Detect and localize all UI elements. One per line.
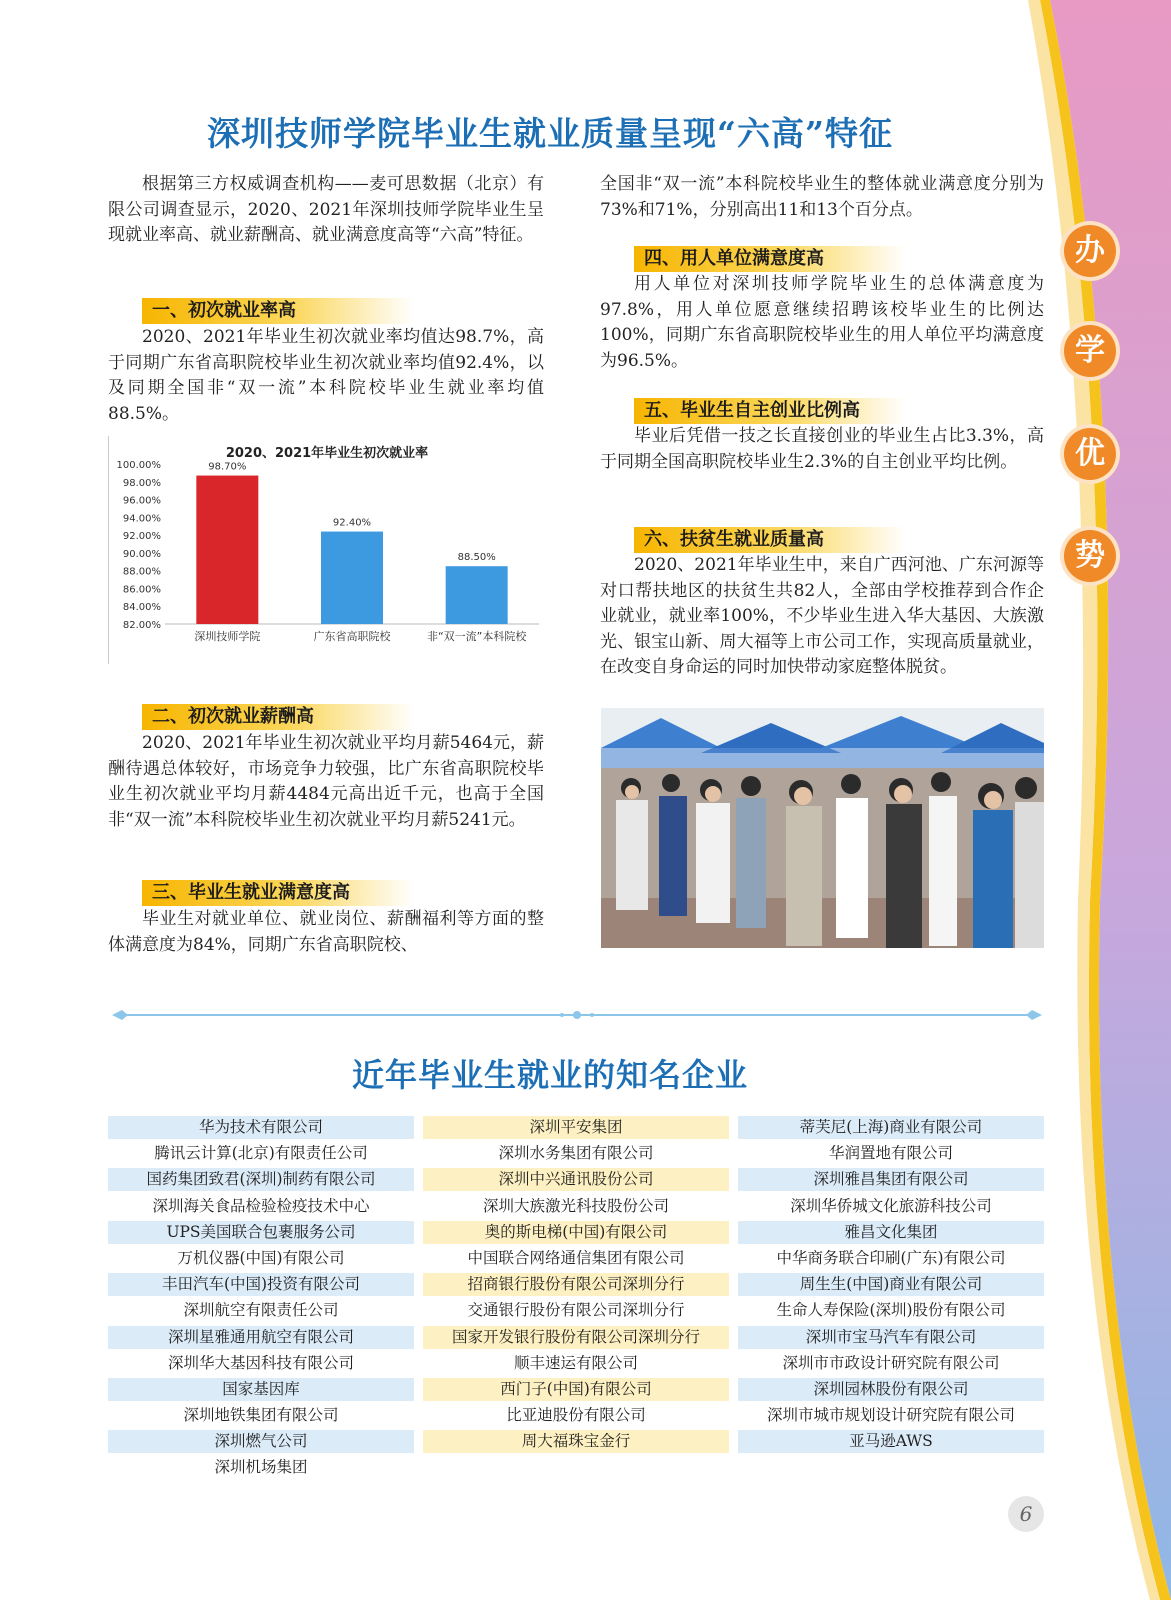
company-cell: 丰田汽车(中国)投资有限公司	[108, 1273, 414, 1296]
x-category-label: 广东省高职院校	[313, 630, 391, 643]
section-6-heading: 六、扶贫生就业质量高	[634, 527, 906, 553]
company-row	[108, 1221, 1044, 1247]
section-5-heading: 五、毕业生自主创业比例高	[634, 398, 906, 424]
company-cell: 深圳航空有限责任公司	[183, 1301, 339, 1320]
bar-data-label: 88.50%	[457, 552, 496, 564]
company-cell: UPS美国联合包裹服务公司	[108, 1221, 414, 1244]
company-cell: 比亚迪股份有限公司	[506, 1406, 646, 1425]
company-cell: 顺丰速运有限公司	[513, 1353, 638, 1372]
side-tag-1: 办	[1064, 225, 1116, 277]
bar-data-label: 92.40%	[332, 517, 372, 529]
company-cell: 深圳星雅通用航空有限公司	[108, 1326, 414, 1349]
company-row	[108, 1116, 1044, 1142]
section-4-body: 用人单位对深圳技师学院毕业生的总体满意度为97.8%，用人单位愿意继续招聘该校毕业生的比例达100%，同期广东省高职院校毕业生的用人单位平均满意度为96.5%。	[600, 274, 1044, 371]
companies-table	[108, 1116, 1044, 1483]
company-cell: 深圳市市政设计研究院有限公司	[782, 1353, 1000, 1372]
y-tick-label: 90.00%	[122, 548, 161, 560]
page-number: 6	[1008, 1496, 1044, 1532]
y-tick-label: 92.00%	[122, 531, 161, 543]
section-2-heading: 二、初次就业薪酬高	[142, 704, 414, 730]
side-tag-4: 势	[1064, 530, 1116, 582]
companies-title: 近年毕业生就业的知名企业	[351, 1056, 748, 1094]
company-cell: 招商银行股份有限公司深圳分行	[423, 1273, 729, 1296]
page-title: 深圳技师学院毕业生就业质量呈现“六高”特征	[207, 114, 893, 153]
company-row	[108, 1142, 1044, 1168]
bar	[321, 532, 383, 624]
x-category-label: 非“双一流”本科院校	[426, 630, 527, 643]
section-1-body: 2020、2021年毕业生初次就业率均值达98.7%，高于同期广东省高职院校毕业生初次就业率均值92.4%，以及同期全国非“双一流”本科院校毕业生就业率均值88.5%。	[108, 327, 544, 424]
y-tick-label: 82.00%	[122, 620, 161, 631]
company-cell: 深圳平安集团	[423, 1116, 729, 1139]
side-tag-3: 优	[1064, 428, 1116, 480]
company-cell: 周生生(中国)商业有限公司	[738, 1273, 1044, 1296]
section-5-body: 毕业后凭借一技之长直接创业的毕业生占比3.3%，高于同期全国高职院校毕业生2.3%的自主创业平均比例。	[600, 426, 1044, 472]
company-cell: 腾讯云计算(北京)有限责任公司	[154, 1144, 368, 1163]
bar	[446, 566, 508, 624]
company-cell: 中国联合网络通信集团有限公司	[467, 1248, 685, 1267]
ornamental-divider	[112, 1008, 1042, 1022]
company-row	[108, 1326, 1044, 1352]
y-tick-label: 96.00%	[122, 495, 161, 507]
company-cell: 国家基因库	[108, 1378, 414, 1401]
section-6-body: 2020、2021年毕业生中，来自广西河池、广东河源等对口帮扶地区的扶贫生共82人，全部由学校推荐到合作企业就业，就业率100%，不少毕业生进入华大基因、大族激光、银宝山新、周大福等上市公司工作，实现高质量就业，在改变自身命运的同时加快带动家庭整体脱贫。	[600, 555, 1044, 677]
company-row	[108, 1247, 1044, 1273]
company-cell: 蒂芙尼(上海)商业有限公司	[738, 1116, 1044, 1139]
section-3-body: 毕业生对就业单位、就业岗位、薪酬福利等方面的整体满意度为84%，同期广东省高职院校、	[108, 909, 544, 955]
company-cell: 深圳市城市规划设计研究院有限公司	[766, 1406, 1015, 1425]
section-4-heading: 四、用人单位满意度高	[634, 246, 906, 272]
y-tick-label: 88.00%	[122, 566, 161, 578]
y-tick-label: 84.00%	[122, 602, 161, 614]
company-cell: 深圳大族激光科技股份公司	[482, 1196, 669, 1215]
section-1-heading: 一、初次就业率高	[142, 298, 414, 324]
chart-plot	[109, 436, 545, 664]
company-cell: 深圳中兴通讯股份公司	[423, 1168, 729, 1191]
y-tick-label: 86.00%	[122, 584, 161, 596]
company-row	[108, 1195, 1044, 1221]
company-row	[108, 1299, 1044, 1325]
company-cell: 深圳燃气公司	[108, 1430, 414, 1453]
company-cell: 亚马逊AWS	[738, 1430, 1044, 1453]
section-3-body-continued: 全国非“双一流”本科院校毕业生的整体就业满意度分别为73%和71%，分别高出11和13个百分点。	[600, 174, 1044, 220]
y-tick-label: 100.00%	[116, 460, 161, 471]
company-row	[108, 1456, 1044, 1482]
y-tick-label: 94.00%	[122, 513, 161, 525]
company-cell: 奥的斯电梯(中国)有限公司	[423, 1221, 729, 1244]
company-cell: 深圳华侨城文化旅游科技公司	[790, 1196, 992, 1215]
company-cell: 生命人寿保险(深圳)股份有限公司	[776, 1301, 1006, 1320]
company-cell: 交通银行股份有限公司深圳分行	[467, 1301, 685, 1320]
company-cell: 深圳园林股份有限公司	[738, 1378, 1044, 1401]
bar-data-label: 98.70%	[208, 461, 247, 473]
company-cell: 深圳海关食品检验检疫技术中心	[152, 1196, 370, 1215]
company-row	[108, 1378, 1044, 1404]
intro-paragraph: 根据第三方权威调查机构——麦可思数据（北京）有限公司调查显示，2020、2021年深圳技师学院毕业生呈现就业率高、就业薪酬高、就业满意度高等“六高”特征。	[108, 174, 544, 245]
company-cell: 华润置地有限公司	[828, 1144, 953, 1163]
employment-rate-chart	[108, 436, 545, 664]
x-category-label: 深圳技师学院	[194, 630, 261, 643]
company-cell	[738, 1456, 1044, 1479]
company-cell	[423, 1456, 729, 1479]
bar	[196, 476, 258, 624]
company-row	[108, 1168, 1044, 1194]
company-row	[108, 1404, 1044, 1430]
company-row	[108, 1430, 1044, 1456]
company-cell: 深圳机场集团	[214, 1458, 308, 1477]
company-cell: 深圳地铁集团有限公司	[183, 1406, 339, 1425]
company-cell: 深圳水务集团有限公司	[498, 1144, 654, 1163]
company-cell: 国药集团致君(深圳)制药有限公司	[108, 1168, 414, 1191]
job-fair-photo	[601, 708, 1044, 948]
company-cell: 西门子(中国)有限公司	[423, 1378, 729, 1401]
company-cell: 国家开发银行股份有限公司深圳分行	[423, 1326, 729, 1349]
company-cell: 雅昌文化集团	[738, 1221, 1044, 1244]
company-row	[108, 1352, 1044, 1378]
company-cell: 华为技术有限公司	[108, 1116, 414, 1139]
company-cell: 中华商务联合印刷(广东)有限公司	[776, 1248, 1006, 1267]
company-cell: 深圳华大基因科技有限公司	[167, 1353, 354, 1372]
company-row	[108, 1273, 1044, 1299]
side-tag-2: 学	[1064, 325, 1116, 377]
company-cell: 深圳市宝马汽车有限公司	[738, 1326, 1044, 1349]
y-tick-label: 98.00%	[122, 477, 161, 489]
section-3-heading: 三、毕业生就业满意度高	[142, 880, 414, 906]
company-cell: 万机仪器(中国)有限公司	[177, 1248, 345, 1267]
section-2-body: 2020、2021年毕业生初次就业平均月薪5464元，薪酬待遇总体较好，市场竞争力较强，比广东省高职院校毕业生初次就业平均月薪4484元高出近千元，也高于全国非“双一流”本科院校毕业生初次就业平均月薪5241元。	[108, 733, 544, 830]
chart-title: 2020、2021年毕业生初次就业率	[225, 446, 429, 461]
company-cell: 深圳雅昌集团有限公司	[738, 1168, 1044, 1191]
company-cell: 周大福珠宝金行	[423, 1430, 729, 1453]
